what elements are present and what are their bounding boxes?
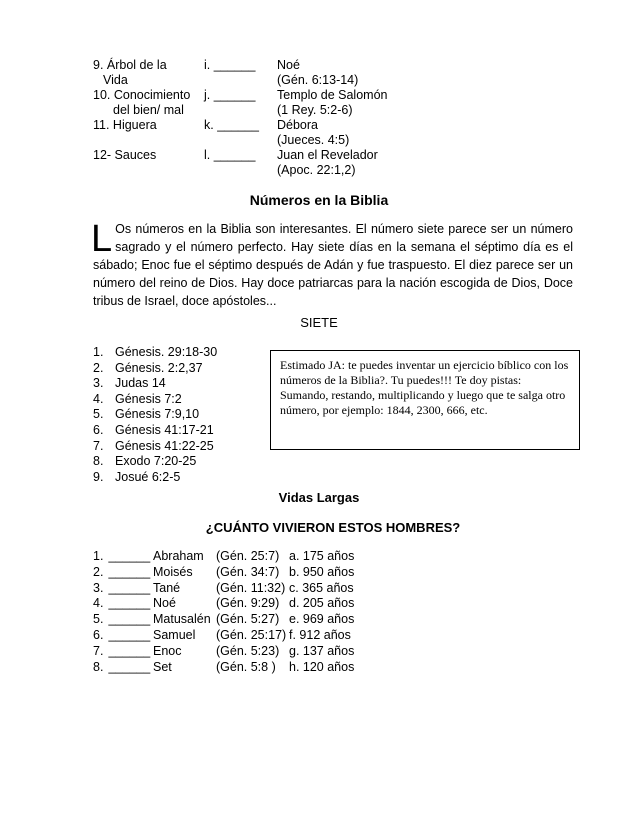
siete-heading: SIETE — [300, 315, 338, 330]
matching-answer-i: Noé — [277, 58, 300, 72]
list-item: 8. Exodo 7:20-25 — [93, 454, 197, 469]
list-item: 6. ______ Samuel (Gén. 25:17) f. 912 años — [93, 627, 351, 642]
section-title: Números en la Biblia — [249, 192, 389, 208]
matching-item-11: 11. Higuera — [93, 118, 157, 132]
matching-item-9-cont: Vida — [103, 73, 128, 87]
dropcap-letter: L — [91, 218, 113, 260]
list-item: 5. ______ Matusalén (Gén. 5:27) e. 969 años — [93, 612, 355, 627]
vidas-list — [93, 549, 355, 675]
matching-answer-i-ref: (Gén. 6:13-14) — [277, 73, 359, 87]
matching-answer-l-ref: (Apoc. 22:1,2) — [277, 163, 356, 177]
list-item: 8. ______ Set (Gén. 5:8 ) h. 120 años — [93, 659, 355, 674]
list-item: 7. Génesis 41:22-25 — [93, 438, 214, 453]
list-item: 5. Génesis 7:9,10 — [93, 407, 200, 422]
matching-answer-l: Juan el Revelador — [277, 148, 378, 162]
list-item: 6. Génesis 41:17-21 — [93, 422, 214, 437]
matching-blank-k: k. ______ — [204, 118, 259, 132]
matching-answer-k-ref: (Jueces. 4:5) — [277, 133, 350, 147]
matching-blank-i: i. ______ — [204, 58, 256, 72]
list-item: 1. Génesis. 29:18-30 — [93, 345, 218, 359]
matching-blank-j: j. ______ — [204, 88, 256, 102]
vidas-title: Vidas Largas — [278, 490, 360, 505]
siete-list — [93, 345, 217, 485]
list-item: 2. Génesis. 2:2,37 — [93, 360, 203, 375]
list-item: 1. ______ Abraham (Gén. 25:7) a. 175 años — [93, 549, 355, 563]
matching-item-12: 12- Sauces — [93, 148, 157, 162]
list-item: 4. ______ Noé (Gén. 9:29) d. 205 años — [93, 596, 355, 611]
list-item: 4. Génesis 7:2 — [93, 391, 182, 406]
matching-item-10: 10. Conocimiento — [93, 88, 191, 102]
vidas-question: ¿CUÁNTO VIVIERON ESTOS HOMBRES? — [205, 520, 461, 535]
matching-item-9: 9. Árbol de la — [93, 58, 167, 72]
hint-text-box — [270, 350, 580, 450]
intro-paragraph — [93, 220, 573, 310]
matching-answer-j-ref: (1 Rey. 5:2-6) — [277, 103, 353, 117]
list-item: 7. ______ Enoc (Gén. 5:23) g. 137 años — [93, 643, 355, 658]
list-item: 2. ______ Moisés (Gén. 34:7) b. 950 años — [93, 564, 355, 579]
list-item: 9. Josué 6:2-5 — [93, 469, 181, 484]
list-item: 3. ______ Tané (Gén. 11:32) c. 365 años — [93, 580, 354, 595]
matching-blank-l: l. ______ — [204, 148, 256, 162]
matching-item-10-cont: del bien/ mal — [113, 103, 184, 117]
list-item: 3. Judas 14 — [93, 376, 166, 391]
matching-answer-j: Templo de Salomón — [277, 88, 388, 102]
intro-text: Os números en la Biblia son interesantes. El número siete parece ser un número sagrado y el número perfecto. Hay siete días en la semana el séptimo día es el sábado; Enoc fue el séptimo después de Adán y fue traspuesto. El diez parece ser un número del reino de Dios. Hay doce patriarcas para la nación escogida de Dios, Doce tribus de Israel, doce apóstoles... — [93, 222, 573, 308]
hint-text: Estimado JA: te puedes inventar un ejercicio bíblico con los números de la Biblia?. Tu puedes!!! Te doy pistas: Sumando, restando, multiplicando y luego que te salga otro número, por ejemplo: 1844, 2300, 666, etc. — [280, 358, 569, 417]
matching-answer-k: Débora — [277, 118, 318, 132]
